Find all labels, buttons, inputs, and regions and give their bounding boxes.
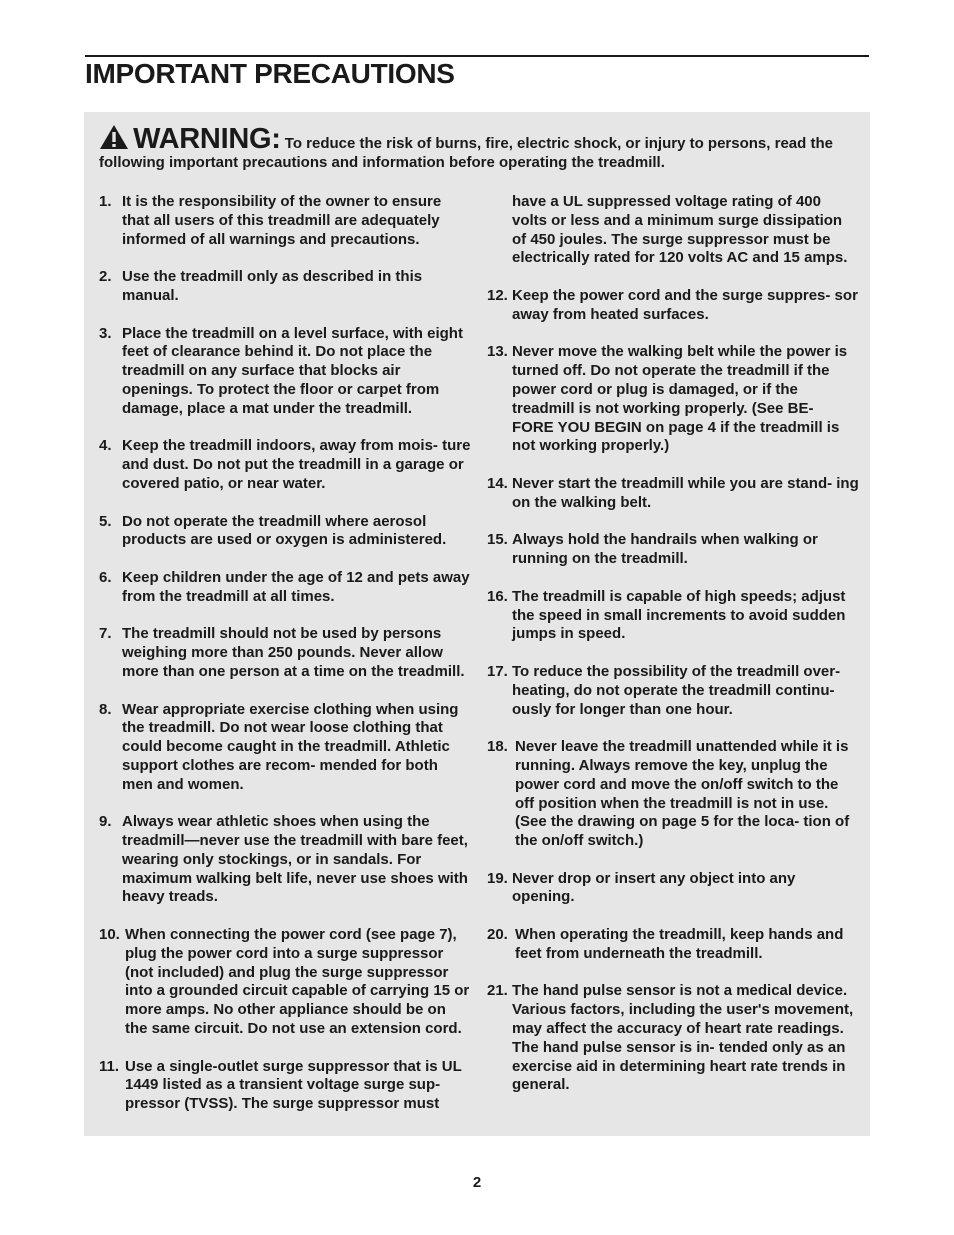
precaution-text: When connecting the power cord (see page 7), plug the power cord into a surge suppressor (not included) and plug the surge suppressor into a grounded circuit capable of carrying 15 or more amps. No other appliance should be on the same circuit. Do not use an extension cord. (125, 926, 470, 1038)
precaution-number: 14. (487, 474, 508, 492)
precaution-item (99, 625, 471, 681)
precaution-item (487, 738, 859, 851)
precaution-number: 20. (487, 926, 508, 944)
precaution-text: To reduce the possibility of the treadmill over- heating, do not operate the treadmill continu- ously for longer than one hour. (512, 662, 841, 718)
precaution-text: Wear appropriate exercise clothing when using the treadmill. Do not wear loose clothing that could become caught in the treadmill. Athletic support clothes are recom- mended for both men and women. (122, 700, 459, 793)
precaution-number: 12. (487, 286, 508, 304)
precaution-text: The hand pulse sensor is not a medical device. Various factors, including the user's movement, may affect the accuracy of heart rate readings. The hand pulse sensor is in- tended only as an exercise aid in determining heart rate trends in general. (512, 982, 854, 1094)
precaution-number: 1. (99, 193, 112, 210)
precaution-number: 19. (487, 869, 508, 887)
precaution-item (487, 531, 859, 569)
precaution-item (487, 475, 859, 513)
precaution-item (487, 870, 859, 908)
precaution-item (487, 588, 859, 644)
precaution-text: When operating the treadmill, keep hands and feet from underneath the treadmill. (515, 926, 844, 962)
precaution-item (99, 1058, 471, 1114)
precaution-text: It is the responsibility of the owner to ensure that all users of this treadmill are adequately informed of all warnings and precautions. (122, 193, 442, 248)
precaution-number: 17. (487, 662, 508, 680)
precautions-left-column (99, 193, 471, 1133)
precaution-text: Always hold the handrails when walking or running on the treadmill. (512, 531, 818, 568)
precaution-text: Place the treadmill on a level surface, with eight feet of clearance behind it. Do not place the treadmill on any surface that blocks air openings. To protect the floor or carpet from damage, place a mat under the treadmill. (122, 324, 463, 417)
precaution-item (99, 569, 471, 607)
precaution-text: Keep the power cord and the surge suppres- sor away from heated surfaces. (512, 286, 858, 323)
precaution-text: Keep children under the age of 12 and pets away from the treadmill at all times. (122, 568, 470, 605)
precaution-text: The treadmill should not be used by persons weighing more than 250 pounds. Never allow more than one person at a time on the treadmill. (122, 625, 465, 680)
precaution-number: 10. (99, 926, 120, 944)
precaution-item (487, 287, 859, 325)
precaution-number: 3. (99, 324, 112, 342)
precaution-item (487, 982, 859, 1095)
precaution-item (487, 663, 859, 719)
precaution-item (487, 926, 859, 964)
precaution-item (99, 437, 471, 493)
precaution-text: Never start the treadmill while you are stand- ing on the walking belt. (512, 474, 859, 511)
precaution-text: Never leave the treadmill unattended while it is running. Always remove the key, unplug the power cord and move the on/off switch to the off position when the treadmill is not in use. (See the drawing on page 5 for the loca- tion of the on/off switch.) (515, 738, 850, 850)
precaution-number: 13. (487, 343, 508, 361)
warning-triangle-icon (99, 124, 129, 150)
precaution-number: 8. (99, 700, 112, 718)
header-rule (85, 55, 869, 57)
precaution-number: 18. (487, 738, 508, 756)
page-title: IMPORTANT PRECAUTIONS (85, 58, 455, 89)
precaution-continued-text: have a UL suppressed voltage rating of 400 volts or less and a minimum surge dissipation of 450 joules. The surge suppressor must be electrically rated for 120 volts AC and 15 amps. (512, 193, 848, 267)
precaution-item (99, 193, 471, 249)
precaution-item (99, 325, 471, 419)
precaution-number: 15. (487, 531, 508, 549)
precaution-item (99, 268, 471, 306)
precautions-right-column (487, 193, 859, 1114)
precaution-number: 2. (99, 268, 112, 286)
warning-text: To reduce the risk of burns, fire, electric shock, or injury to persons, read the following important precautions and information before operating the treadmill. (99, 135, 833, 171)
precaution-item (99, 513, 471, 551)
precaution-number: 11. (99, 1057, 120, 1075)
precaution-number: 16. (487, 587, 508, 605)
precaution-text: Keep the treadmill indoors, away from mois- ture and dust. Do not put the treadmill in a garage or covered patio, or near water. (122, 437, 471, 492)
precaution-number: 5. (99, 512, 112, 530)
precaution-text: Use a single-outlet surge suppressor that is UL 1449 listed as a transient voltage surge sup- pressor (TVSS). The surge suppressor must (125, 1057, 462, 1113)
precaution-text: Never move the walking belt while the power is turned off. Do not operate the treadmill if the power cord or plug is damaged, or if the treadmill is not working properly. (See BE- FORE YOU BEGIN on page 4 if the treadmill is not working properly.) (512, 343, 848, 455)
precaution-number: 7. (99, 625, 112, 643)
precaution-text: Always wear athletic shoes when using the treadmill—never use the treadmill with bare feet, wearing only stockings, or in sandals. For maximum walking belt life, never use shoes with heavy treads. (122, 813, 468, 906)
precaution-text: Never drop or insert any object into any opening. (512, 869, 796, 906)
precaution-number: 9. (99, 813, 112, 831)
precaution-text: The treadmill is capable of high speeds; adjust the speed in small increments to avoid sudden jumps in speed. (512, 587, 846, 643)
precaution-number: 21. (487, 982, 508, 1000)
precaution-item (487, 343, 859, 456)
precaution-text: Use the treadmill only as described in this manual. (122, 268, 423, 304)
precaution-text: Do not operate the treadmill where aerosol products are used or oxygen is administered. (122, 512, 447, 549)
precaution-number: 6. (99, 568, 112, 586)
page-number: 2 (472, 1174, 482, 1191)
precaution-item (99, 926, 471, 1039)
precaution-number: 4. (99, 437, 112, 455)
precaution-item (99, 701, 471, 795)
precaution-item (99, 813, 471, 907)
warning-label: WARNING: (133, 123, 281, 155)
warning-block (99, 124, 859, 172)
